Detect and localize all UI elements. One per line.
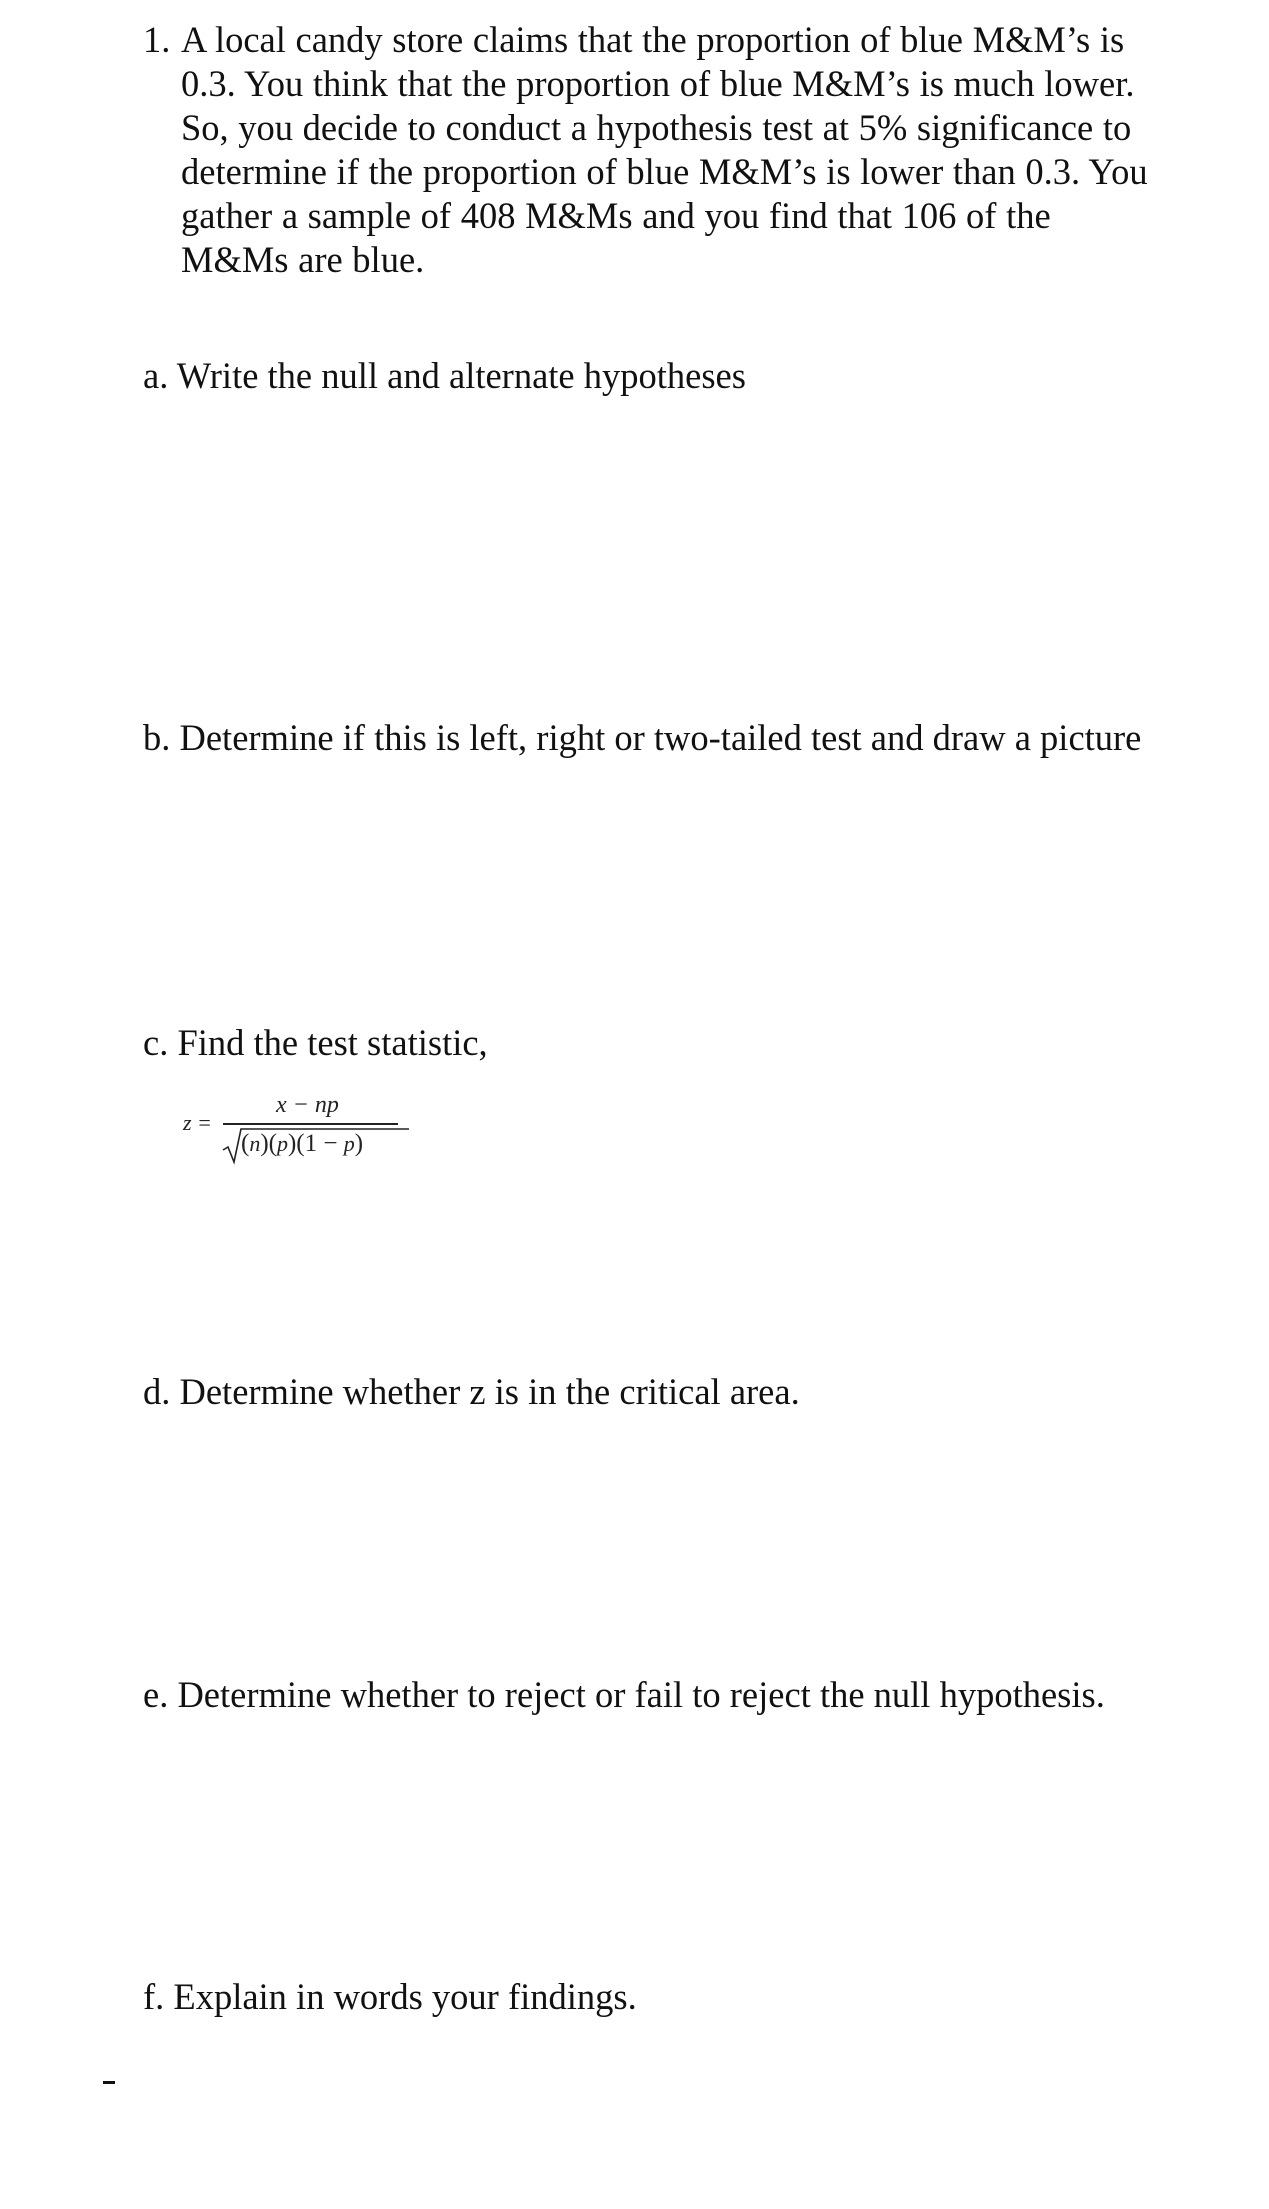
problem-line: 0.3. You think that the proportion of blue M&M’s is much lower. xyxy=(181,63,1135,104)
formula-lhs: z = xyxy=(183,1110,212,1135)
fraction-bar xyxy=(223,1123,398,1125)
problem-line: A local candy store claims that the proportion of blue M&M’s is xyxy=(181,19,1125,60)
problem-1 xyxy=(143,18,1223,282)
part-e-prompt: e. Determine whether to reject or fail to reject the null hypothesis. xyxy=(143,1674,1105,1715)
part-c-prompt: c. Find the test statistic, xyxy=(143,1022,488,1063)
problem-line: determine if the proportion of blue M&M’s is lower than 0.3. You xyxy=(181,151,1148,192)
formula-denominator xyxy=(221,1126,411,1166)
denominator-terms: (n)(p)(1 − p) xyxy=(241,1130,364,1157)
z-formula xyxy=(181,1092,401,1172)
problem-line: So, you decide to conduct a hypothesis test at 5% significance to xyxy=(181,107,1132,148)
formula-numerator: x − np xyxy=(276,1092,339,1118)
term-p2: p xyxy=(343,1131,355,1156)
problem-statement xyxy=(143,18,1223,282)
problem-number: 1. xyxy=(143,19,171,60)
footer-mark xyxy=(103,2081,115,2084)
term-n: n xyxy=(249,1131,261,1156)
part-b-prompt: b. Determine if this is left, right or two-tailed test and draw a picture xyxy=(143,717,1142,758)
problem-line: M&Ms are blue. xyxy=(181,239,425,280)
part-a-prompt: a. Write the null and alternate hypotheses xyxy=(143,355,746,396)
term-p: p xyxy=(276,1131,288,1156)
problem-line: gather a sample of 408 M&Ms and you find that 106 of the xyxy=(181,195,1051,236)
part-f-prompt: f. Explain in words your findings. xyxy=(143,1976,637,2017)
part-d-prompt: d. Determine whether z is in the critical area. xyxy=(143,1371,800,1412)
term-one-minus: 1 − xyxy=(304,1130,344,1157)
